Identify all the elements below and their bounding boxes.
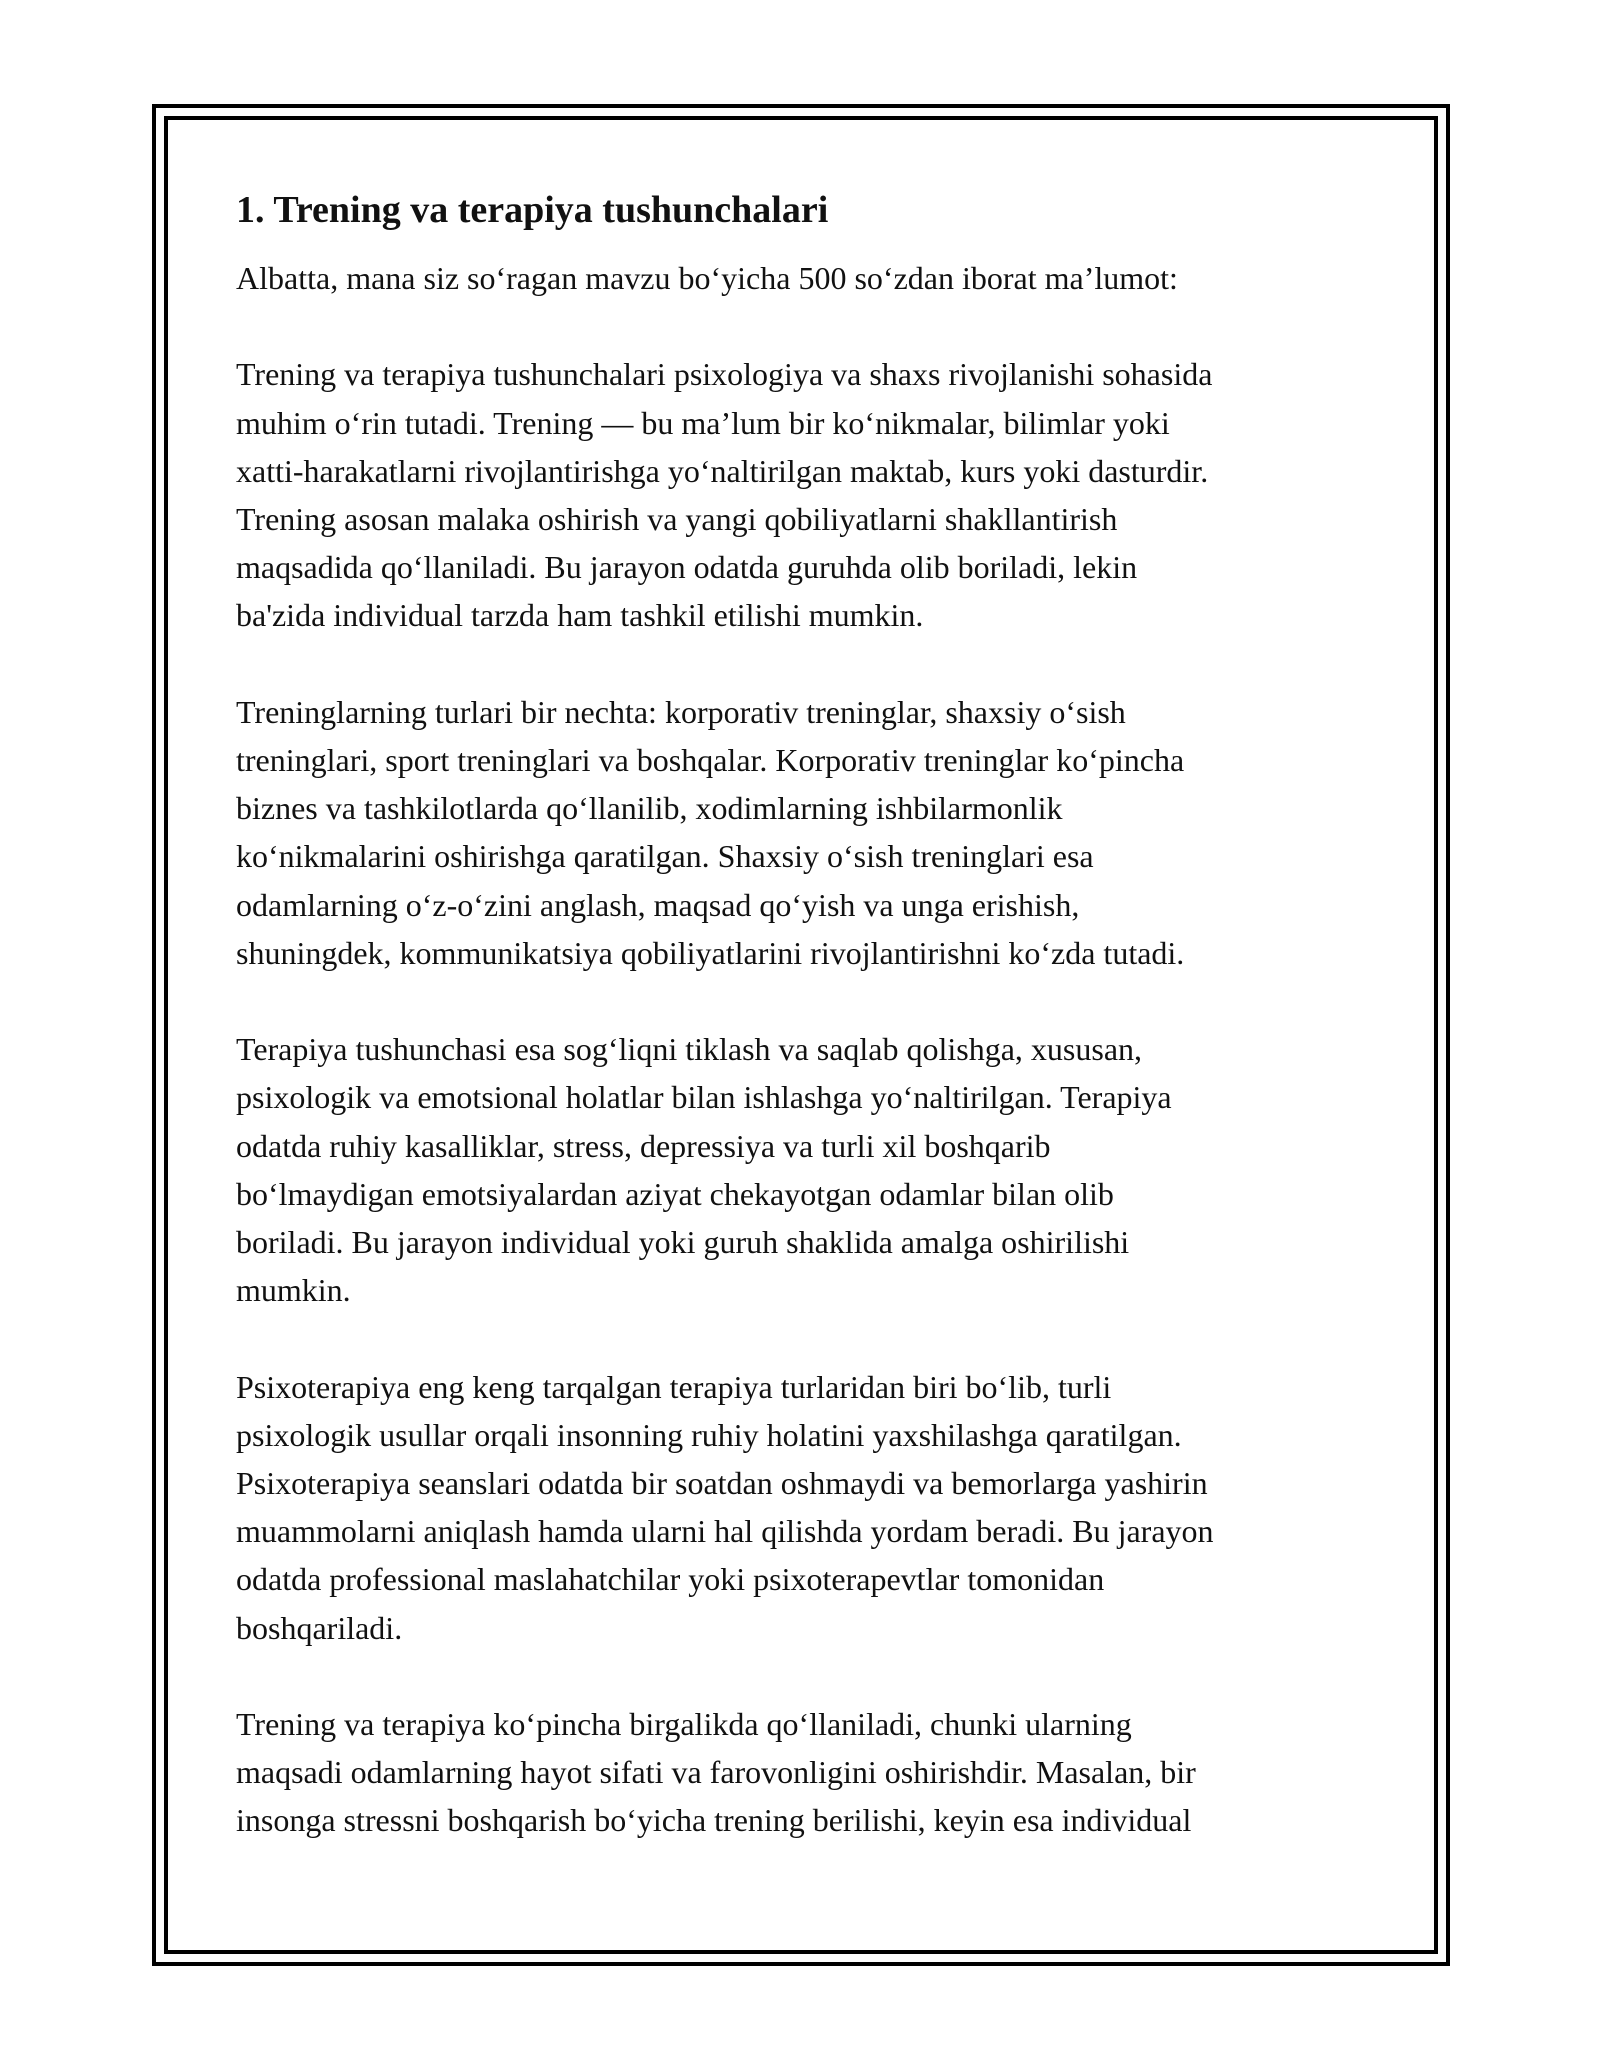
section-heading: 1. Trening va terapiya tushunchalari: [236, 189, 829, 231]
text-line: shuningdek, kommunikatsiya qobiliyatlarini rivojlantirishni ko‘zda tutadi.: [236, 934, 1185, 971]
text-line: bo‘lmaydigan emotsiyalardan aziyat chekayotgan odamlar bilan olib: [236, 1175, 1114, 1212]
paragraph-psixoterapiya: [236, 1363, 1376, 1652]
text-line: Trening va terapiya tushunchalari psixologiya va shaxs rivojlanishi sohasida: [236, 356, 1213, 393]
text-line: mumkin.: [236, 1272, 351, 1309]
paragraph-trening-types: [236, 688, 1376, 977]
text-line: muammolarni aniqlash hamda ularni hal qilishda yordam beradi. Bu jarayon: [236, 1513, 1214, 1550]
text-line: boriladi. Bu jarayon individual yoki guruh shaklida amalga oshirilishi: [236, 1224, 1130, 1261]
text-line: Treninglarning turlari bir nechta: korporativ treninglar, shaxsiy o‘sish: [236, 693, 1126, 730]
text-line: Trening va terapiya ko‘pincha birgalikda qo‘llaniladi, chunki ularning: [236, 1706, 1132, 1743]
text-line: psixologik va emotsional holatlar bilan ishlashga yo‘naltirilgan. Terapiya: [236, 1079, 1172, 1116]
text-line: odatda professional maslahatchilar yoki psixoterapevtlar tomonidan: [236, 1561, 1105, 1598]
text-line: Psixoterapiya eng keng tarqalgan terapiya turlaridan biri bo‘lib, turli: [236, 1368, 1112, 1405]
text-line: odatda ruhiy kasalliklar, stress, depressiya va turli xil boshqarib: [236, 1127, 1051, 1164]
text-line: maqsadida qo‘llaniladi. Bu jarayon odatda guruhda olib boriladi, lekin: [236, 549, 1138, 586]
text-line: boshqariladi.: [236, 1609, 403, 1646]
text-line: xatti-harakatlarni rivojlantirishga yo‘naltirilgan maktab, kurs yoki dasturdir.: [236, 452, 1209, 489]
text-line: muhim o‘rin tutadi. Trening — bu ma’lum bir ko‘nikmalar, bilimlar yoki: [236, 404, 1170, 441]
text-line: odamlarning o‘z-o‘zini anglash, maqsad qo‘yish va unga erishish,: [236, 886, 1080, 923]
paragraph-intro: [236, 254, 1376, 302]
text-line: Terapiya tushunchasi esa sog‘liqni tiklash va saqlab qolishga, xususan,: [236, 1031, 1143, 1068]
paragraph-terapiya-definition: [236, 1025, 1376, 1314]
document-body: [236, 186, 1376, 1893]
text-line: biznes va tashkilotlarda qo‘llanilib, xodimlarning ishbilarmonlik: [236, 790, 1063, 827]
text-line: insonga stressni boshqarish bo‘yicha trening berilishi, keyin esa individual: [236, 1802, 1192, 1839]
paragraph-trening-definition: [236, 350, 1376, 639]
paragraph-combined-use: [236, 1700, 1376, 1845]
text-line: maqsadi odamlarning hayot sifati va farovonligini oshirishdir. Masalan, bir: [236, 1754, 1196, 1791]
text-line: treninglari, sport treninglari va boshqalar. Korporativ treninglar ko‘pincha: [236, 742, 1185, 778]
text-line: Trening asosan malaka oshirish va yangi qobiliyatlarni shakllantirish: [236, 501, 1118, 537]
text-line: psixologik usullar orqali insonning ruhiy holatini yaxshilashga qaratilgan.: [236, 1416, 1182, 1453]
text-line: ba'zida individual tarzda ham tashkil etilishi mumkin.: [236, 597, 924, 634]
text-line: Psixoterapiya seanslari odatda bir soatdan oshmaydi va bemorlarga yashirin: [236, 1465, 1208, 1502]
text-line: ko‘nikmalarini oshirishga qaratilgan. Shaxsiy o‘sish treninglari esa: [236, 838, 1094, 875]
text-line: Albatta, mana siz so‘ragan mavzu bo‘yicha 500 so‘zdan iborat ma’lumot:: [236, 260, 1178, 296]
